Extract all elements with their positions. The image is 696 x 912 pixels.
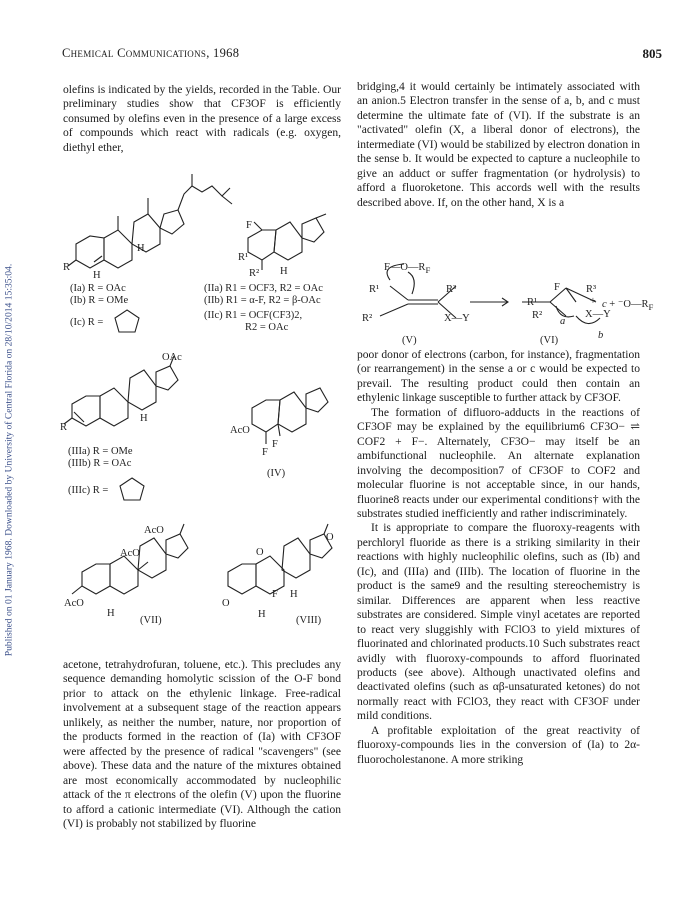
structure-IIc-label-cont: R2 = OAc: [245, 322, 289, 333]
pyrrolidine-ring-Ic: [113, 307, 143, 337]
right-column-bottom: [357, 348, 640, 767]
download-watermark: [2, 150, 16, 770]
running-title: Chemical Communications, 1968: [62, 46, 240, 60]
scheme-XY-label: X—Y: [444, 313, 470, 324]
scheme-R1-label: R¹: [369, 284, 380, 295]
structure-II-F-label: F: [246, 220, 252, 231]
scheme-R3b-label: R³: [586, 284, 597, 295]
structure-VII-AcO-left-label: AcO: [64, 598, 84, 609]
scheme-plus-label: +: [590, 296, 596, 307]
structure-I-H-label: H: [93, 270, 101, 281]
structure-III-diagram: [60, 352, 190, 452]
structure-VII-label: (VII): [140, 615, 162, 626]
structure-IIc-label: (IIc) R1 = OCF(CF3)2,: [204, 310, 303, 321]
structure-IV-AcO-label: AcO: [230, 425, 250, 436]
paragraph: acetone, tetrahydrofuran, toluene, etc.). This precludes any sequence demanding homolytic scission of the O-F bond prior to attack on the ethylenic linkage. Free-radical involvement at a subsequent stage of the reaction appears unlikely, as neither the number, nature, nor proportion of the products formed in the reaction of (Ia) with CF3OF were affected by the presence of radical "scavengers" (see above). These data and the nature of the mixtures obtained are most economically accommodated by nucleophilic attack of the π electrons of the olefin (V) upon the fluorine to afford a cationic intermediate (VI). Although the cation (VI) is probably not stabilized by fluorine: [63, 659, 341, 830]
structure-III-R-label: R: [60, 422, 68, 433]
download-notice: Published on 01 January 1968. Downloaded by University of Central Florida on 28/10/2014 15:35:04.: [3, 263, 15, 657]
structure-II-R1-label: R¹: [238, 252, 249, 263]
scheme-b-label: b: [598, 330, 604, 341]
structure-III-H-label: H: [140, 413, 148, 424]
structure-VIII-O3-label: O: [222, 598, 230, 609]
structure-I-diagram: [60, 172, 230, 282]
structure-IV-diagram: [230, 378, 340, 458]
structure-III-OAc-label: OAc: [162, 352, 182, 363]
structure-VIII-O2-label: O: [326, 532, 334, 543]
paragraph: The formation of difluoro-adducts in the reactions of CF3OF may be explained by the equilibrium6 CF3O− ⇌ COF2 + F−. Alternately, CF3O− may itself be an ambifunctional nucleophile. An alternate explanation involving the decomposition7 of CF3OF to COF2 and molecular fluorine is not acceptable since, in our hands, fluorine8 reacts under our experimental conditions† with the substrates studied inefficiently and rather indiscriminately.: [357, 406, 640, 520]
scheme-R3-label: R³: [446, 284, 457, 295]
paragraph: bridging,4 it would certainly be intimately associated with an anion.5 Electron transfer in the sense of a, b, and c must determine the ultimate fate of (VI). If the substrate is an "activated" olefin (X, a liberal donor of electrons), the intermediate (VI) would be stabilized by electron donation in the sense b. It would be expected to capture a nucleophile to give an adduct or suffer fragmentation (or hydrolysis) to afford a fluoroketone. This accords well with the results described above. If, on the other hand, X is a: [357, 81, 640, 209]
structure-IV-label: (IV): [267, 468, 286, 479]
paragraph: olefins is indicated by the yields, recorded in the Table. Our preliminary studies show that CF3OF is efficiently consumed by olefins even in the presence of a large excess of compounds which react with radicals (e.g. oxygen, diethyl ether,: [63, 84, 341, 154]
structure-IIIb-label: (IIIb) R = OAc: [68, 458, 132, 469]
scheme-F-label: F: [554, 282, 560, 293]
structure-IIb-label: (IIb) R1 = α-F, R2 = β-OAc: [204, 295, 321, 306]
structure-VII-H-label: H: [107, 608, 115, 619]
scheme-R2b-label: R²: [532, 310, 543, 321]
scheme-a-label: a: [560, 316, 566, 327]
structure-IV-F1-label: F: [272, 439, 278, 450]
scheme-R1b-label: R¹: [527, 297, 538, 308]
scheme-R2-label: R²: [362, 313, 373, 324]
scheme-FORF-label: $F—O—R_F$: [384, 262, 431, 276]
structure-VII-AcO-mid-label: AcO: [120, 548, 140, 559]
structure-VIII-label: (VIII): [296, 615, 322, 626]
structure-VIII-H-label: H: [290, 589, 298, 600]
structure-Ic-label: (Ic) R =: [70, 317, 104, 328]
structure-VIII-H2-label: H: [258, 609, 266, 620]
structure-Ib-label: (Ib) R = OMe: [70, 295, 129, 306]
structure-V-label: (V): [402, 335, 417, 346]
structure-VIII-O-label: O: [256, 547, 264, 558]
page-header: [62, 46, 662, 66]
structure-VI-label: (VI): [540, 335, 559, 346]
structure-II-H-label: H: [280, 266, 288, 277]
structure-I-R-label: R: [63, 262, 71, 273]
page-number: 805: [642, 46, 662, 61]
scheme-XYb-label: X—Y: [585, 309, 611, 320]
pyrrolidine-ring-IIIc: [118, 475, 148, 505]
structure-II-R2-label: R²: [249, 268, 260, 279]
structure-VIII-F-label: F: [272, 589, 278, 600]
structure-VII-diagram: [62, 520, 202, 630]
structure-IIIc-label: (IIIc) R =: [68, 485, 109, 496]
structure-I-H2-label: H: [137, 243, 145, 254]
left-column-top: [63, 83, 341, 155]
structure-VII-AcO-top-label: AcO: [144, 525, 164, 536]
paragraph: A profitable exploitation of the great reactivity of fluoroxy-compounds lies in the conversion of (Ia) to 2α-fluorocholestanone. A more striking: [357, 724, 640, 766]
paragraph: It is appropriate to compare the fluoroxy-reagents with perchloryl fluoride as there is a striking similarity in their reactions with highly nucleophilic olefins, such as (Ib) and (Ic), and (IIIa) and (IIIb). The location of fluorine in the product is the same9 and the resulting stereochemistry is similar. Differences are apparent when less reactive substrates are considered. Simple vinyl acetates are reported to react very sluggishly with FClO3 to yield mixtures of fluorinated and chlorinated products.10 Such substrates react avidly with fluoroxy-compounds to afford fluorinated products (see above). Although unactivated olefins and deactivated olefins (such as αβ-unsaturated ketones) do not normally react with FClO3, they react with CF3OF under mild conditions.: [357, 522, 640, 723]
structure-IV-F2-label: F: [262, 447, 268, 458]
paragraph: poor donor of electrons (carbon, for instance), fragmentation (or rearrangement) in the sense a or c would be expected to prevail. The resulting product could then contain an ethylenic linkage susceptible to further attack by CF3OF.: [357, 349, 640, 405]
left-column-bottom: [63, 658, 341, 831]
right-column-top: [357, 80, 640, 210]
scheme-c-label: $c + ^-O—R_F$: [602, 299, 654, 313]
structure-Ia-label: (Ia) R = OAc: [70, 283, 126, 294]
structure-IIa-label: (IIa) R1 = OCF3, R2 = OAc: [204, 283, 323, 294]
structure-IIIa-label: (IIIa) R = OMe: [68, 446, 133, 457]
